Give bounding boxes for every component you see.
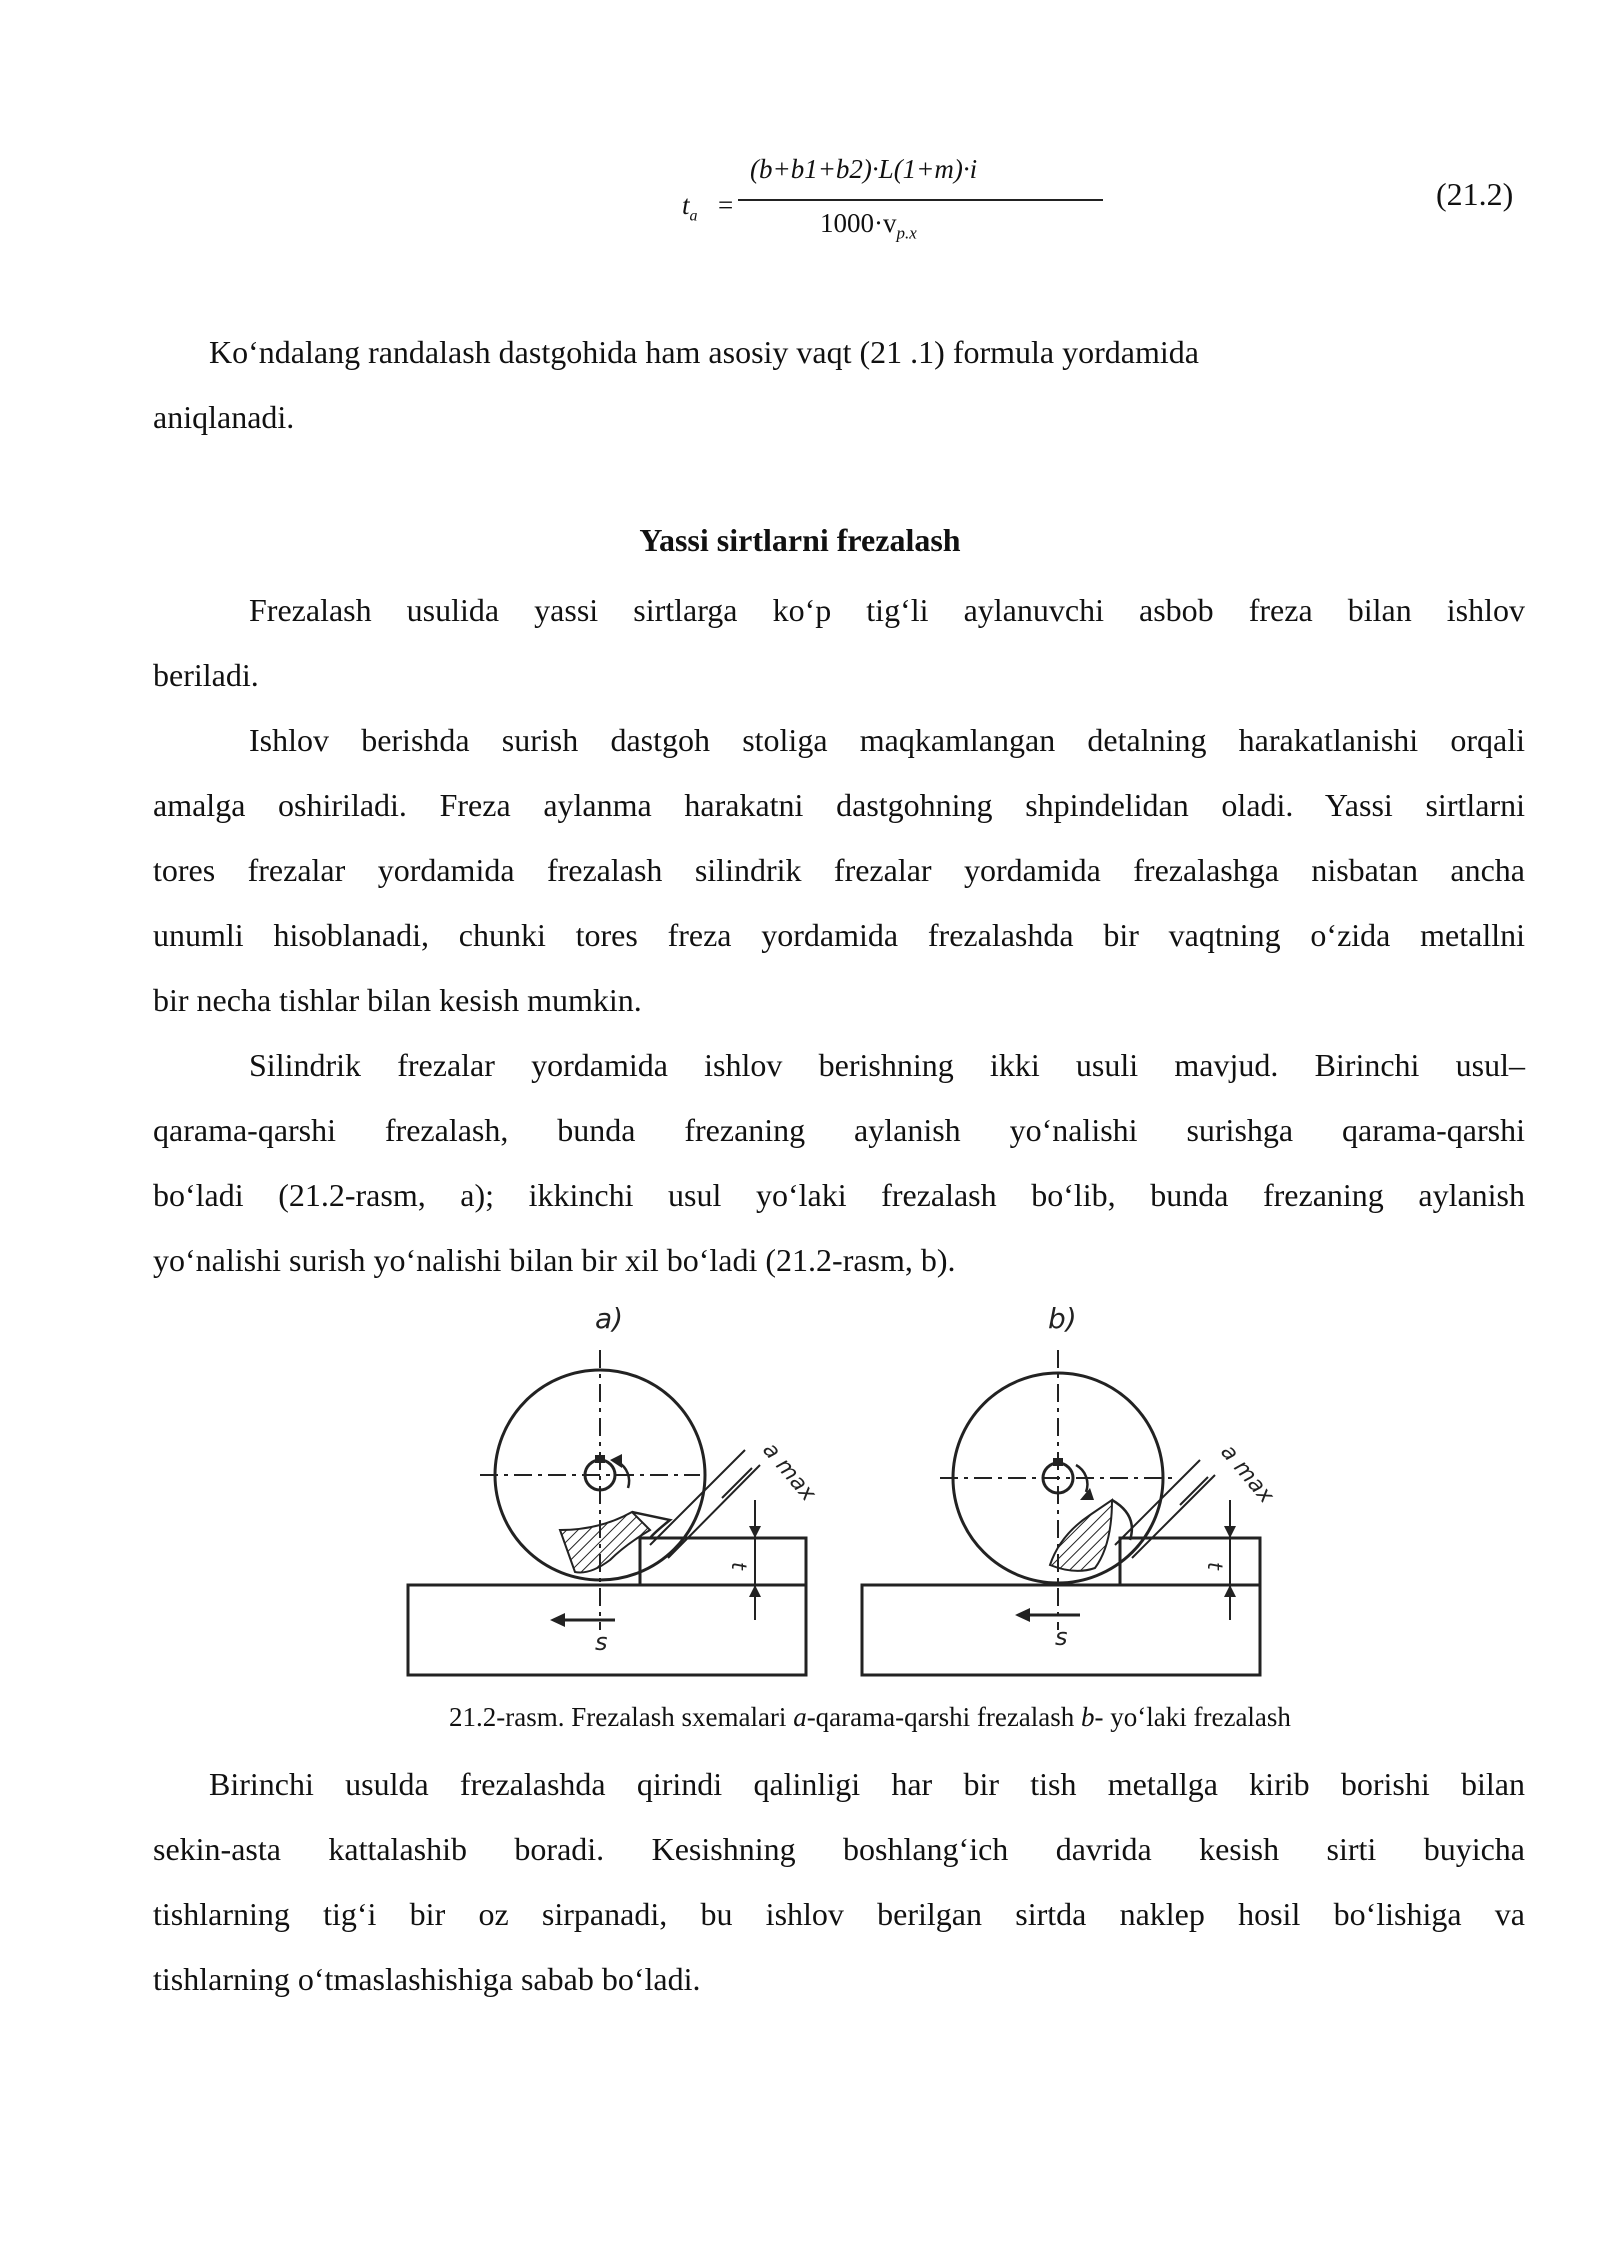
- fraction-bar: [738, 199, 1103, 201]
- section-heading: Yassi sirtlarni frezalash: [639, 522, 961, 558]
- figure-caption: 21.2-rasm. Frezalash sxemalari a-qarama-qarshi frezalash b- yo‘laki frezalash: [449, 1702, 1291, 1732]
- allowance-layer-a: [640, 1538, 806, 1585]
- paragraph-line: Birinchi usulda frezalashda qirindi qalinligi har bir tish metallga kirib borishi bilan: [209, 1766, 1525, 1802]
- paragraph-line: bo‘ladi (21.2-rasm, a); ikkinchi usul yo‘laki frezalash bo‘lib, bunda frezaning aylanish: [153, 1177, 1525, 1213]
- depth-arrow-top-a: [749, 1526, 761, 1538]
- feed-label-a: s: [595, 1628, 608, 1656]
- paragraph-5: [153, 1752, 1525, 2012]
- scheme-b: [862, 1302, 1279, 1675]
- paragraph-1: [153, 320, 1525, 450]
- milling-schemes-figure: [400, 1300, 1280, 1685]
- scheme-a-label: a): [595, 1302, 624, 1335]
- chip-thickness-dim-b: [1180, 1477, 1208, 1505]
- paragraph-line: beriladi.: [153, 657, 259, 693]
- chip-hatch-a: [560, 1512, 650, 1573]
- depth-arrow-bottom-a: [749, 1585, 761, 1597]
- depth-label-a: t: [727, 1562, 751, 1570]
- chip-thickness-line2-a: [668, 1465, 760, 1558]
- formula-equals: =: [718, 190, 734, 220]
- paragraph-line: aniqlanadi.: [153, 399, 295, 435]
- paragraph-line: Silindrik frezalar yordamida ishlov berishning ikki usuli mavjud. Birinchi usul–: [249, 1047, 1525, 1083]
- formula-21-2: [670, 150, 1070, 260]
- scheme-a: [408, 1302, 821, 1675]
- paragraph-line: Ko‘ndalang randalash dastgohida ham asosiy vaqt (21 .1) formula yordamida: [209, 334, 1199, 370]
- formula-lhs: $t_a$: [682, 190, 698, 225]
- chip-thickness-line1-a: [650, 1450, 745, 1545]
- paragraph-4: [153, 1033, 1525, 1293]
- chip-hatch-b: [1050, 1500, 1112, 1571]
- paragraph-line: qarama-qarshi frezalash, bunda frezaning aylanish yo‘nalishi surishga qarama-qarshi: [153, 1112, 1525, 1148]
- paragraph-line: tores frezalar yordamida frezalash silindrik frezalar yordamida frezalashga nisbatan ancha: [153, 852, 1525, 888]
- paragraph-2: [153, 578, 1525, 708]
- feed-arrowhead-a: [550, 1613, 565, 1627]
- paragraph-line: unumli hisoblanadi, chunki tores freza yordamida frezalashda bir vaqtning o‘zida metallni: [153, 917, 1525, 953]
- tooth-b: [1112, 1500, 1132, 1540]
- paragraph-line: tishlarning tig‘i bir oz sirpanadi, bu ishlov berilgan sirtda naklep hosil bo‘lishiga va: [153, 1896, 1525, 1932]
- formula-numerator: (b+b1+b2)·L(1+m)·i: [750, 154, 978, 184]
- depth-arrow-top-b: [1224, 1526, 1236, 1538]
- paragraph-3: [153, 708, 1525, 1033]
- allowance-layer-b: [1120, 1538, 1260, 1585]
- paragraph-line: Ishlov berishda surish dastgoh stoliga maqkamlangan detalning harakatlanishi orqali: [249, 722, 1525, 758]
- paragraph-line: yo‘nalishi surish yo‘nalishi bilan bir xil bo‘ladi (21.2-rasm, b).: [153, 1242, 956, 1278]
- paragraph-line: sekin-asta kattalashib boradi. Kesishning boshlang‘ich davrida kesish sirti buyicha: [153, 1831, 1525, 1867]
- paragraph-line: tishlarning o‘tmaslashishiga sabab bo‘ladi.: [153, 1961, 701, 1997]
- chip-thickness-dim-a: [722, 1468, 752, 1498]
- chip-thickness-label-b: a max: [1215, 1439, 1279, 1509]
- scheme-b-label: b): [1048, 1302, 1077, 1335]
- paragraph-line: bir necha tishlar bilan kesish mumkin.: [153, 982, 642, 1018]
- equation-number: (21.2): [1436, 176, 1514, 212]
- depth-arrow-bottom-b: [1224, 1585, 1236, 1597]
- formula-denominator: $1000\cdot v_{p.x}$: [820, 208, 917, 243]
- paragraph-line: amalga oshiriladi. Freza aylanma harakatni dastgohning shpindelidan oladi. Yassi sirtlarni: [153, 787, 1525, 823]
- feed-arrowhead-b: [1015, 1608, 1030, 1622]
- feed-label-b: s: [1055, 1623, 1068, 1651]
- chip-thickness-label-a: a max: [757, 1437, 821, 1507]
- depth-label-b: t: [1203, 1562, 1227, 1570]
- paragraph-line: Frezalash usulida yassi sirtlarga ko‘p tig‘li aylanuvchi asbob freza bilan ishlov: [249, 592, 1525, 628]
